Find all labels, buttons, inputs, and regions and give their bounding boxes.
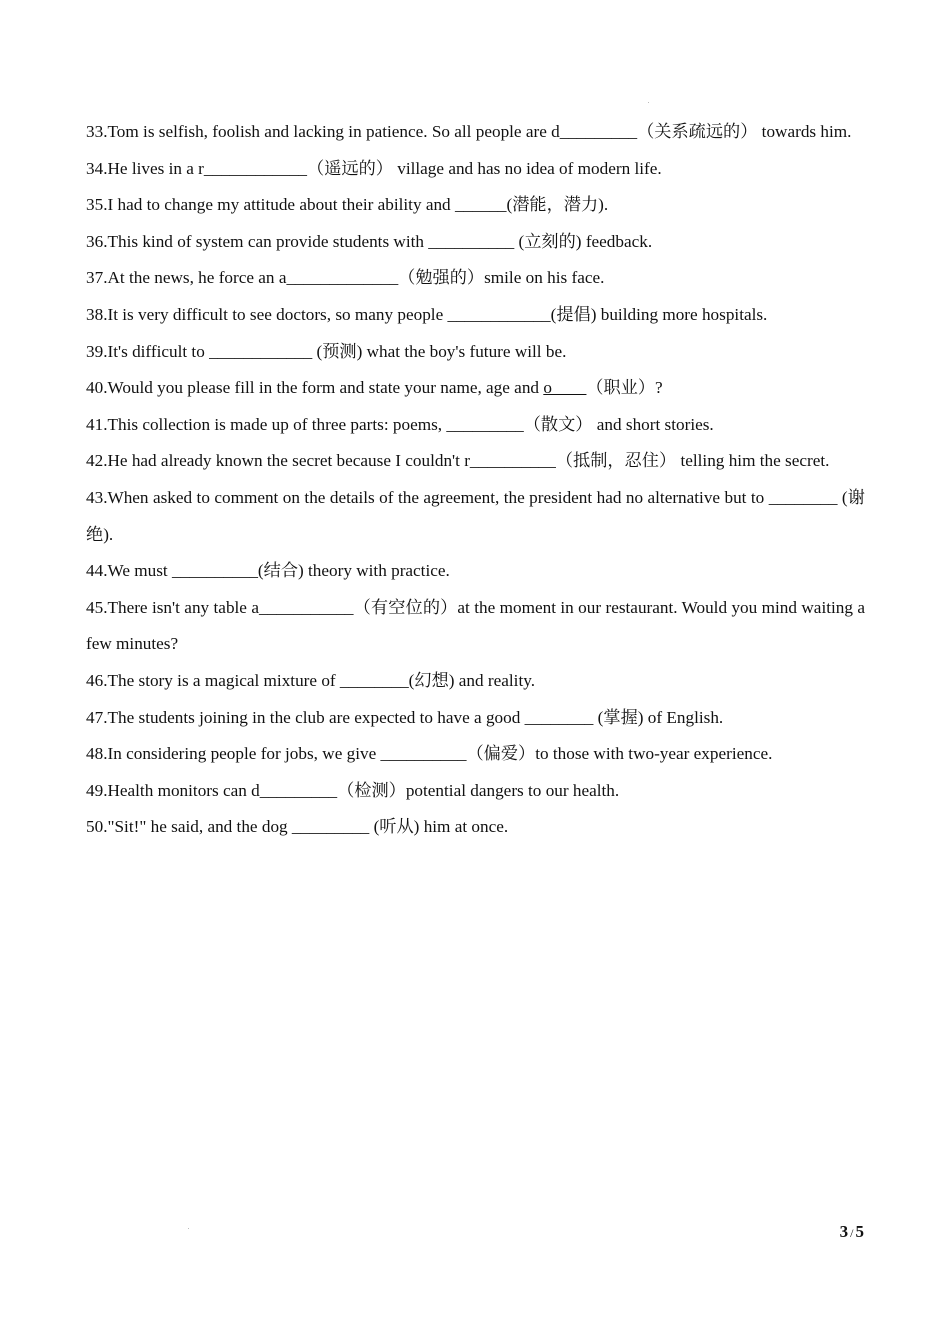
question-40-hint: （职业）? [586,378,663,398]
question-35: 35.I had to change my attitude about their ability and ______(潜能，潜力). [86,195,609,215]
question-44: 44.We must __________(结合) theory with practice. [86,561,450,581]
question-40-blank: o____ [543,378,587,398]
question-47: 47.The students joining in the club are expected to have a good ________ (掌握) of English. [86,707,724,727]
question-36: 36.This kind of system can provide students with __________ (立刻的) feedback. [86,231,653,251]
question-39: 39.It's difficult to ____________ (预测) what the boy's future will be. [86,341,567,361]
question-48: 48.In considering people for jobs, we give __________（偏爱）to those with two-year experience. [86,744,773,764]
question-37: 37.At the news, he force an a_____________（勉强的）smile on his face. [86,268,605,288]
question-40-text: 40.Would you please fill in the form and state your name, age and [86,378,544,398]
question-43: 43.When asked to comment on the details of the agreement, the president had no alternative but to ________ (谢绝). [86,487,865,544]
question-list [86,114,865,846]
question-46: 46.The story is a magical mixture of ________(幻想) and reality. [86,670,535,690]
question-41: 41.This collection is made up of three parts: poems, _________（散文） and short stories. [86,414,714,434]
decorative-dot [648,102,649,103]
page-number-separator: / [850,1226,854,1240]
decorative-dot [188,1228,189,1229]
question-50: 50."Sit!" he said, and the dog _________ (听从) him at once. [86,817,509,837]
question-45: 45.There isn't any table a___________（有空位的）at the moment in our restaurant. Would you mind waiting a few minutes? [86,597,865,654]
page-number-total: 5 [855,1222,864,1241]
page-number-current: 3 [839,1222,849,1241]
question-40 [86,370,865,407]
question-42: 42.He had already known the secret because I couldn't r__________（抵制，忍住） telling him the secret. [86,451,830,471]
question-38: 38.It is very difficult to see doctors, so many people ____________(提倡) building more hospitals. [86,304,768,324]
question-34: 34.He lives in a r____________（遥远的） village and has no idea of modern life. [86,158,662,178]
page-number [840,1222,864,1242]
question-49: 49.Health monitors can d_________（检测）potential dangers to our health. [86,780,620,800]
question-33: 33.Tom is selfish, foolish and lacking in patience. So all people are d_________（关系疏远的） towards him. [86,122,852,141]
